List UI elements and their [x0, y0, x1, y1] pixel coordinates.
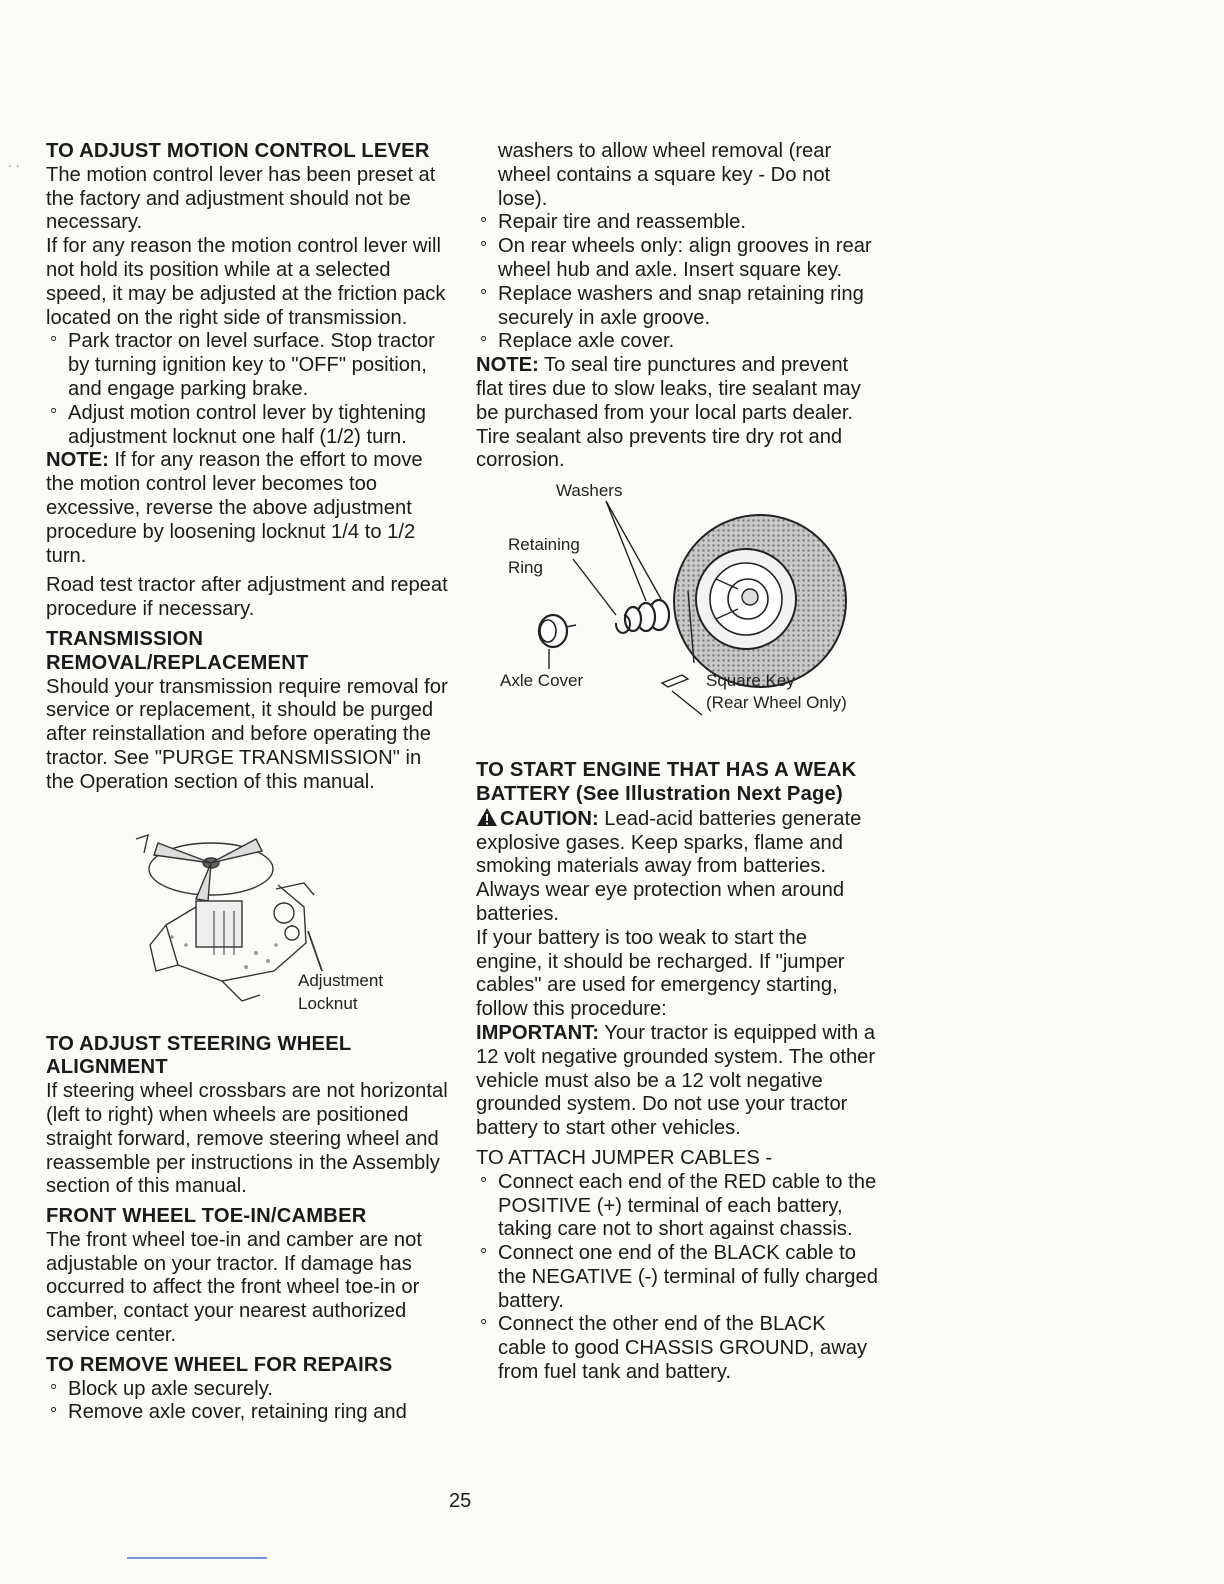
jumper-cable-steps: [476, 1171, 878, 1385]
steering-heading: TO ADJUST STEERING WHEEL ALIGNMENT: [46, 1032, 352, 1079]
transmission-heading: TRANSMISSION REMOVAL/REPLACEMENT: [46, 627, 309, 674]
list-item: ° Connect the other end of the BLACK cable to good CHASSIS GROUND, away from fuel tank and battery.: [476, 1313, 878, 1384]
remove-wheel-heading: TO REMOVE WHEEL FOR REPAIRS: [46, 1353, 393, 1376]
wheel-figure: [476, 473, 878, 759]
weak-battery-p1: If your battery is too weak to start the engine, it should be recharged. If "jumper cables" are used for emergency starting, follow this procedure:: [476, 926, 845, 1021]
list-item: ° Replace axle cover.: [476, 330, 878, 354]
motion-control-p2: If for any reason the motion control lever will not hold its position while at a selected speed, it may be adjusted at the friction pack located on the right side of transmission.: [46, 235, 446, 329]
list-item: ° Park tractor on level surface. Stop tractor by turning ignition key to "OFF" position, and engage parking brake.: [46, 330, 450, 401]
list-item: ° Connect one end of the BLACK cable to the NEGATIVE (-) terminal of fully charged battery.: [476, 1242, 878, 1313]
steering-p1: If steering wheel crossbars are not horizontal (left to right) when wheels are positioned straight forward, remove steering wheel and reassemble per instructions in the Assembly section of this manual.: [46, 1080, 448, 1198]
list-item: ° Replace washers and snap retaining ring securely in axle groove.: [476, 283, 878, 331]
list-item: ° Block up axle securely.: [46, 1378, 450, 1402]
caution-text: Lead-acid batteries generate explosive gases. Keep sparks, flame and smoking materials away from batteries. Always wear eye protection when around batteries.: [476, 807, 862, 925]
weak-battery-heading: TO START ENGINE THAT HAS A WEAK BATTERY (See Illustration Next Page): [476, 759, 857, 805]
important-text: Your tractor is equipped with a 12 volt negative grounded system. The other vehicle must also be a 12 volt negative grounded system. Do not use your tractor battery to start other vehicles.: [476, 1021, 876, 1140]
toe-in-p1: The front wheel toe-in and camber are not adjustable on your tractor. If damage has occurred to affect the front wheel toe-in or camber, contact your nearest authorized service center.: [46, 1228, 422, 1347]
important-label: IMPORTANT:: [476, 1021, 599, 1044]
important-paragraph: [476, 1022, 878, 1141]
note-label: NOTE:: [476, 354, 539, 377]
transmission-illustration: [46, 795, 450, 1021]
note-text: If for any reason the effort to move the motion control lever becomes too excessive, reverse the above adjustment procedure by loosening locknut 1/4 to 1/2 turn.: [46, 449, 423, 567]
tire-sealant-note: [476, 354, 878, 473]
right-column: [476, 140, 878, 1385]
list-item: ° Connect each end of the RED cable to the POSITIVE (+) terminal of each battery, taking care not to short against chassis.: [476, 1171, 878, 1242]
motion-control-heading: TO ADJUST MOTION CONTROL LEVER: [46, 140, 430, 162]
rear-wheel-only-label: (Rear Wheel Only): [706, 693, 847, 713]
caution-label: CAUTION:: [500, 807, 599, 830]
motion-control-steps: [46, 330, 450, 449]
caution-paragraph: [476, 807, 878, 927]
toe-in-heading: FRONT WHEEL TOE-IN/CAMBER: [46, 1205, 367, 1228]
retaining-label: Retaining: [508, 535, 580, 555]
attach-cables-heading: TO ATTACH JUMPER CABLES -: [476, 1146, 773, 1169]
motion-control-p3: Road test tractor after adjustment and repeat procedure if necessary.: [46, 574, 448, 621]
note-label: NOTE:: [46, 449, 109, 472]
note-text: To seal tire punctures and prevent flat tires due to slow leaks, tire sealant may be purchased from your local parts dealer. Tire sealant also prevents tire dry rot and corrosion.: [476, 354, 861, 472]
transmission-figure: [46, 795, 450, 1021]
axle-cover-label: Axle Cover: [500, 671, 584, 691]
warning-triangle-icon: [476, 807, 498, 827]
list-item: ° Remove axle cover, retaining ring and: [46, 1401, 450, 1425]
ring-label: Ring: [508, 558, 543, 578]
motion-control-p1: The motion control lever has been preset at the factory and adjustment should not be necessary.: [46, 163, 436, 234]
list-item: ° Adjust motion control lever by tightening adjustment locknut one half (1/2) turn.: [46, 402, 450, 450]
scan-mark: . .: [8, 154, 20, 170]
remove-wheel-steps-continued: [476, 211, 878, 354]
list-item: ° Repair tire and reassemble.: [476, 211, 878, 235]
list-item: ° On rear wheels only: align grooves in rear wheel hub and axle. Insert square key.: [476, 235, 878, 283]
transmission-p1: Should your transmission require removal for service or replacement, it should be purged after reinstallation and before operating the tractor. See "PURGE TRANSMISSION" in the Operation section of this manual.: [46, 675, 448, 793]
left-column: [46, 140, 450, 1425]
adjustment-label: Adjustment: [298, 970, 384, 990]
remove-wheel-steps: [46, 1378, 450, 1426]
motion-control-note: [46, 449, 450, 568]
washers-label: Washers: [556, 481, 623, 501]
locknut-label: Locknut: [298, 993, 358, 1013]
page-number: 25: [449, 1490, 472, 1512]
wheel-assembly-illustration: [476, 473, 878, 759]
footer-rule: [127, 1557, 267, 1559]
remove-wheel-continued: washers to allow wheel removal (rear wheel contains a square key - Do not lose).: [498, 140, 832, 210]
square-key-label: Square Key: [706, 671, 795, 691]
